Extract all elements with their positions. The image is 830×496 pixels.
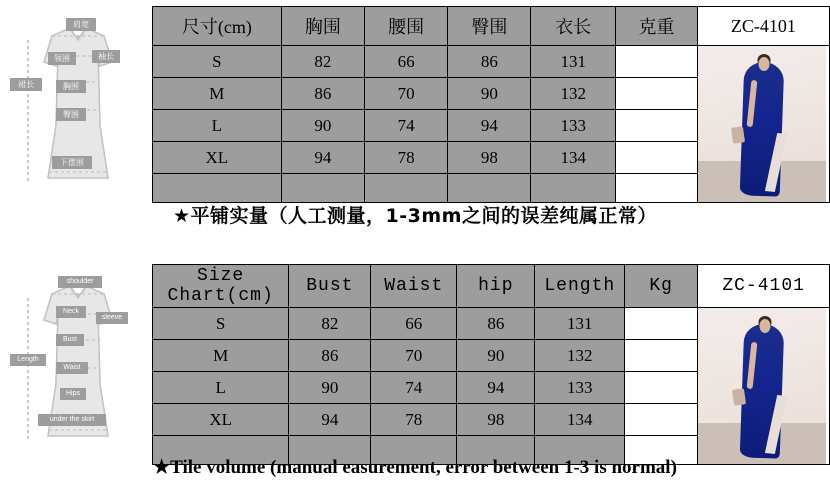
diagram-label: 肩宽 bbox=[66, 18, 96, 31]
diagram-label: 裙长 bbox=[10, 78, 42, 91]
cell-hip: 98 bbox=[448, 142, 531, 174]
diagram-label: Neck bbox=[56, 306, 86, 318]
diagram-label: Bust bbox=[56, 334, 84, 346]
cell-weight bbox=[625, 340, 698, 372]
size-table-wrap-chinese bbox=[152, 6, 830, 203]
table-row bbox=[153, 308, 830, 340]
cell-length: 132 bbox=[531, 78, 616, 110]
cell-bust: 90 bbox=[289, 372, 371, 404]
cell-waist: 70 bbox=[364, 78, 447, 110]
cell-empty bbox=[153, 174, 282, 203]
cell-bust: 82 bbox=[289, 308, 371, 340]
diagram-label: under the skirt bbox=[38, 414, 106, 426]
garment-diagram-english bbox=[8, 264, 148, 454]
cell-waist: 78 bbox=[371, 404, 457, 436]
cell-hip: 86 bbox=[448, 46, 531, 78]
cell-bust: 82 bbox=[281, 46, 364, 78]
photo-clutch bbox=[732, 388, 746, 406]
size-table-chinese bbox=[152, 6, 830, 203]
cell-size: S bbox=[153, 46, 282, 78]
photo-head bbox=[759, 319, 770, 333]
size-table-wrap-english bbox=[152, 264, 830, 465]
cell-hip: 98 bbox=[457, 404, 535, 436]
cell-waist: 66 bbox=[371, 308, 457, 340]
cell-size: M bbox=[153, 78, 282, 110]
cell-weight bbox=[625, 404, 698, 436]
header-length: Length bbox=[535, 265, 625, 308]
cell-bust: 86 bbox=[281, 78, 364, 110]
header-style-code: ZC-4101 bbox=[697, 7, 829, 46]
cell-length: 131 bbox=[531, 46, 616, 78]
diagram-label: Length bbox=[10, 354, 46, 366]
cell-length: 133 bbox=[531, 110, 616, 142]
cell-length: 134 bbox=[531, 142, 616, 174]
cell-empty bbox=[448, 174, 531, 203]
diagram-label: 下摆围 bbox=[52, 156, 92, 169]
cell-waist: 78 bbox=[364, 142, 447, 174]
cell-empty bbox=[616, 174, 698, 203]
cell-size: L bbox=[153, 110, 282, 142]
cell-hip: 94 bbox=[448, 110, 531, 142]
diagram-label: sleeve bbox=[96, 312, 128, 324]
cell-bust: 86 bbox=[289, 340, 371, 372]
cell-waist: 66 bbox=[364, 46, 447, 78]
header-style-code: ZC-4101 bbox=[698, 265, 830, 308]
product-photo bbox=[698, 308, 826, 464]
table-header-row bbox=[153, 7, 830, 46]
cell-weight bbox=[616, 78, 698, 110]
cell-size: S bbox=[153, 308, 289, 340]
header-waist: Waist bbox=[371, 265, 457, 308]
cell-length: 131 bbox=[535, 308, 625, 340]
measurement-note-chinese: ★平铺实量（人工测量，1-3mm之间的误差纯属正常） bbox=[173, 205, 657, 227]
size-table-english bbox=[152, 264, 830, 465]
table-row bbox=[153, 46, 830, 78]
header-hip: hip bbox=[457, 265, 535, 308]
header-length: 衣长 bbox=[531, 7, 616, 46]
cell-weight bbox=[625, 308, 698, 340]
header-bust: Bust bbox=[289, 265, 371, 308]
header-waist: 腰围 bbox=[364, 7, 447, 46]
diagram-label: 臀围 bbox=[56, 108, 86, 121]
cell-size: XL bbox=[153, 404, 289, 436]
photo-head bbox=[759, 57, 770, 71]
header-hip: 臀围 bbox=[448, 7, 531, 46]
cell-bust: 90 bbox=[281, 110, 364, 142]
cell-bust: 94 bbox=[281, 142, 364, 174]
diagram-label: Waist bbox=[56, 362, 88, 374]
header-weight: Kg bbox=[625, 265, 698, 308]
header-bust: 胸围 bbox=[281, 7, 364, 46]
header-weight: 克重 bbox=[616, 7, 698, 46]
cell-size: XL bbox=[153, 142, 282, 174]
cell-waist: 70 bbox=[371, 340, 457, 372]
diagram-label: Hips bbox=[60, 388, 86, 400]
diagram-label: 领围 bbox=[48, 52, 76, 65]
header-size-label: 尺寸(cm) bbox=[153, 7, 282, 46]
size-chart-block-chinese bbox=[0, 0, 830, 240]
cell-weight bbox=[616, 46, 698, 78]
cell-hip: 90 bbox=[448, 78, 531, 110]
measurement-note-english: ★Tile volume (manual easurement, error between 1-3 is normal) bbox=[153, 457, 677, 478]
cell-weight bbox=[616, 142, 698, 174]
cell-empty bbox=[531, 174, 616, 203]
cell-empty bbox=[281, 174, 364, 203]
diagram-label: shoulder bbox=[58, 276, 102, 288]
cell-size: L bbox=[153, 372, 289, 404]
diagram-label: 袖长 bbox=[92, 50, 120, 63]
diagram-label: 胸围 bbox=[56, 80, 86, 93]
cell-hip: 86 bbox=[457, 308, 535, 340]
cell-length: 132 bbox=[535, 340, 625, 372]
photo-clutch bbox=[731, 126, 745, 144]
cell-length: 134 bbox=[535, 404, 625, 436]
cell-bust: 94 bbox=[289, 404, 371, 436]
cell-waist: 74 bbox=[364, 110, 447, 142]
size-chart-block-english bbox=[0, 258, 830, 496]
header-size-label: Size Chart(cm) bbox=[153, 265, 289, 308]
cell-empty bbox=[364, 174, 447, 203]
cell-size: M bbox=[153, 340, 289, 372]
product-photo-cell bbox=[697, 46, 829, 203]
product-photo bbox=[698, 46, 826, 202]
cell-hip: 94 bbox=[457, 372, 535, 404]
cell-hip: 90 bbox=[457, 340, 535, 372]
table-header-row bbox=[153, 265, 830, 308]
cell-length: 133 bbox=[535, 372, 625, 404]
garment-diagram-chinese bbox=[8, 6, 148, 196]
product-photo-cell bbox=[698, 308, 830, 465]
cell-waist: 74 bbox=[371, 372, 457, 404]
cell-weight bbox=[616, 110, 698, 142]
cell-weight bbox=[625, 372, 698, 404]
